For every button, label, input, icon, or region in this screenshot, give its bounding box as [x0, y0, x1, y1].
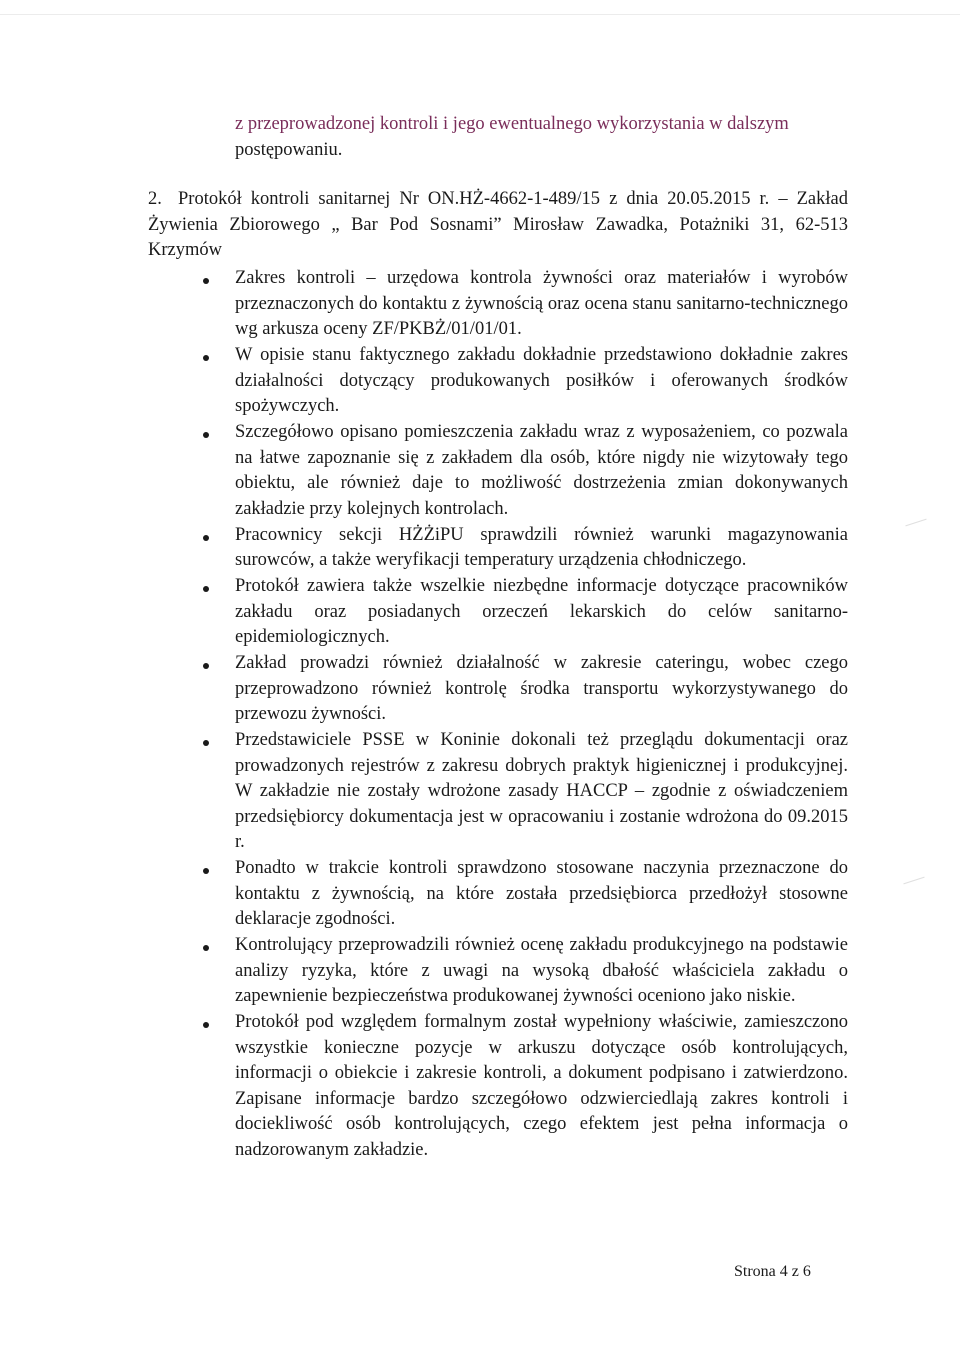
bullet-icon [203, 868, 209, 874]
numbered-item-2 [148, 187, 848, 264]
list-item [200, 728, 848, 856]
page-number-footer: Strona 4 z 6 [734, 1263, 811, 1280]
list-item-text: Kontrolujący przeprowadzili również ocenę zakładu produkcyjnego na podstawie analizy ryzyka, które z uwagi na wysoką dbałość właściciela zakładu o zapewnienie bezpieczeństwa produkowanej żywności oceniono jako niskie. [235, 935, 848, 1006]
scan-edge-mark [0, 14, 960, 15]
continuation-line-1: z przeprowadzonej kontroli i jego ewentualnego wykorzystania w dalszym [235, 114, 789, 134]
list-item-text: Zakład prowadzi również działalność w zakresie cateringu, wobec czego przeprowadzono również kontrolę środka transportu wykorzystywanego do przewozu żywności. [235, 653, 848, 724]
list-item [200, 343, 848, 420]
bullet-icon [203, 663, 209, 669]
list-item [200, 574, 848, 651]
item-number: 2. [148, 189, 162, 209]
list-item [200, 856, 848, 933]
list-item [200, 1010, 848, 1163]
item-heading-text [148, 187, 848, 264]
list-item [200, 933, 848, 1010]
list-item-text: W opisie stanu faktycznego zakładu dokładnie przedstawiono dokładnie zakres działalności dotyczący produkowanych posiłków i oferowanych środków spożywczych. [235, 345, 848, 416]
bullet-icon [203, 278, 209, 284]
list-item-text: Pracownicy sekcji HŻŻiPU sprawdzili również warunki magazynowania surowców, a także weryfikacji temperatury urządzenia chłodniczego. [235, 524, 848, 570]
item-heading: Protokół kontroli sanitarnej Nr ON.HŻ-4662-1-489/15 z dnia 20.05.2015 r. – Zakład Żywienia Zbiorowego „ Bar Pod Sosnami” Mirosław Zawadka, Potażniki 31, 62-513 Krzymów [148, 189, 848, 260]
list-item-text: Protokół zawiera także wszelkie niezbędne informacje dotyczące pracowników zakładu oraz posiadanych orzeczeń lekarskich do celów sanitarno-epidemiologicznych. [235, 576, 848, 647]
bullet-icon [203, 535, 209, 541]
list-item [200, 651, 848, 728]
list-item-text: Ponadto w trakcie kontroli sprawdzono stosowane naczynia przeznaczone do kontaktu z żywnością, na które została przedsiębiorca przedłożył stosowne deklaracje zgodności. [235, 858, 848, 929]
bullet-list [200, 266, 848, 1164]
list-item-text: Przedstawiciele PSSE w Koninie dokonali też przeglądu dokumentacji oraz prowadzonych rejestrów z zakresu dobrych praktyk higienicznej i produkcyjnej. W zakładzie nie zostały wdrożone zasady HACCP – zgodnie z oświadczeniem przedsiębiorcy dokumentacja jest w opracowaniu i zostanie wdrożona do 09.2015 r. [235, 730, 848, 852]
list-item [200, 523, 848, 574]
bullet-icon [203, 1022, 209, 1028]
list-item-text: Szczegółowo opisano pomieszczenia zakładu wraz z wyposażeniem, co pozwala na łatwe zapoznanie się z zakładem dla osób, które nigdy nie wizytowały tego obiektu, ale również daje to możliwość dostrzeżenia zmian dokonywanych zakładzie przy kolejnych kontrolach. [235, 422, 848, 519]
bullet-icon [203, 432, 209, 438]
continuation-paragraph [235, 112, 847, 163]
continuation-line-2: postępowaniu. [235, 139, 343, 160]
bullet-icon [203, 740, 209, 746]
bullet-icon [203, 355, 209, 361]
bullet-icon [203, 586, 209, 592]
list-item-text: Protokół pod względem formalnym został wypełniony właściwie, zamieszczono wszystkie konieczne pozycje w arkuszu dotyczące osób kontrolujących, informacji o obiekcie i zakresie kontroli, a dokument podpisano i zatwierdzono. Zapisane informacje bardzo szczegółowo odzwierciedlają zakres kontroli i dociekliwość osób kontrolujących, czego efektem jest pełna informacja o nadzorowanym zakładzie. [235, 1012, 848, 1160]
bullet-icon [203, 945, 209, 951]
scan-edge-mark [903, 877, 924, 885]
list-item-text: Zakres kontroli – urzędowa kontrola żywności oraz materiałów i wyrobów przeznaczonych do kontaktu z żywnością oraz ocena stanu sanitarno-technicznego wg arkusza oceny ZF/PKBŻ/01/01/01. [235, 268, 848, 339]
list-item [200, 420, 848, 522]
scan-edge-mark [905, 519, 926, 527]
list-item [200, 266, 848, 343]
